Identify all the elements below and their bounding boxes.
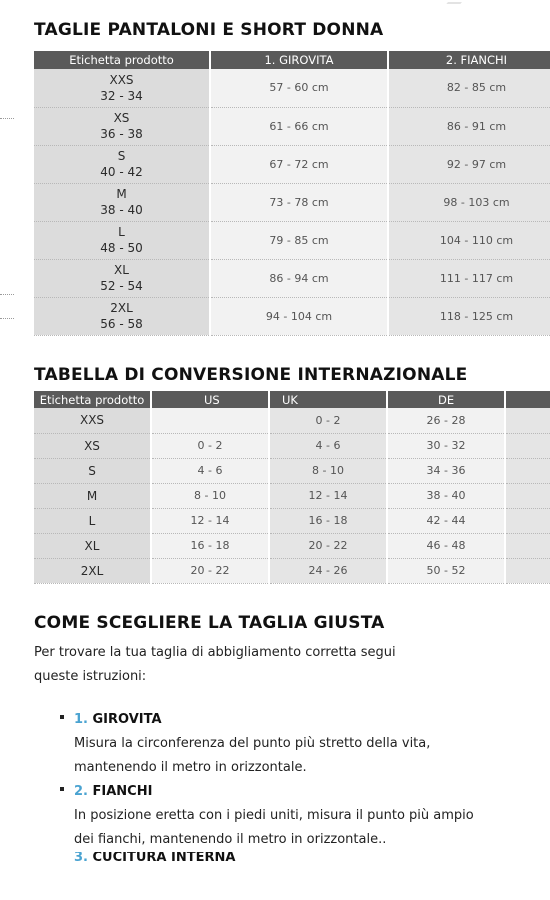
- step-number: 2.: [74, 784, 88, 799]
- us-value: 12 - 14: [151, 508, 269, 533]
- us-value: 20 - 22: [151, 558, 269, 583]
- conversion-table-header-row: [34, 391, 550, 408]
- decorative-dotted-line: [0, 294, 14, 295]
- waist-value: 94 - 104 cm: [210, 297, 388, 335]
- step-name: FIANCHI: [92, 784, 153, 799]
- us-value: 0 - 2: [151, 433, 269, 458]
- size-label: [34, 297, 210, 335]
- de-value: 42 - 44: [387, 508, 505, 533]
- step-name: CUCITURA INTERNA: [92, 852, 236, 862]
- table-row: [34, 408, 550, 433]
- size-table-header-row: [34, 51, 550, 69]
- hips-value: 111 - 117 cm: [388, 259, 550, 297]
- table-row: [34, 458, 550, 483]
- header-hips: 2. FIANCHI: [388, 51, 550, 69]
- table-row: [34, 145, 550, 183]
- step-item: [60, 852, 480, 862]
- table-row: [34, 558, 550, 583]
- table-row: [34, 69, 550, 107]
- uk-value: 8 - 10: [269, 458, 387, 483]
- waist-value: 73 - 78 cm: [210, 183, 388, 221]
- table-row: [34, 533, 550, 558]
- size-table: [34, 51, 550, 336]
- hips-value: 118 - 125 cm: [388, 297, 550, 335]
- conversion-table: [34, 391, 550, 584]
- table-row: [34, 433, 550, 458]
- size-label: XS: [34, 433, 151, 458]
- us-value: [151, 408, 269, 433]
- clipped-value: [505, 483, 550, 508]
- size-eu: 36 - 38: [100, 127, 143, 141]
- clipped-value: [505, 558, 550, 583]
- clipped-value: [505, 408, 550, 433]
- de-value: 26 - 28: [387, 408, 505, 433]
- decorative-corner-mark: [446, 0, 463, 4]
- table-row: [34, 297, 550, 335]
- waist-value: 79 - 85 cm: [210, 221, 388, 259]
- step-heading: [74, 852, 480, 862]
- bullet-icon: [60, 787, 64, 791]
- us-value: 8 - 10: [151, 483, 269, 508]
- bullet-icon: [60, 715, 64, 719]
- size-label: XL: [34, 533, 151, 558]
- step-heading: [74, 780, 480, 804]
- size-label: [34, 69, 210, 107]
- size-label: L: [34, 508, 151, 533]
- waist-value: 67 - 72 cm: [210, 145, 388, 183]
- header-product-label: Etichetta prodotto: [34, 51, 210, 69]
- step-number: 1.: [74, 712, 88, 727]
- guide-title: COME SCEGLIERE LA TAGLIA GIUSTA: [34, 613, 385, 633]
- table-row: [34, 183, 550, 221]
- size-code: XXS: [109, 72, 134, 87]
- de-value: 38 - 40: [387, 483, 505, 508]
- hips-value: 104 - 110 cm: [388, 221, 550, 259]
- size-table-title: TAGLIE PANTALONI E SHORT DONNA: [34, 20, 384, 40]
- size-eu: 40 - 42: [100, 165, 143, 179]
- clipped-value: [505, 533, 550, 558]
- size-label: [34, 183, 210, 221]
- conversion-table-title: TABELLA DI CONVERSIONE INTERNAZIONALE: [34, 365, 468, 385]
- size-code: XL: [114, 263, 129, 277]
- step-heading: [74, 708, 480, 732]
- size-code: L: [118, 225, 125, 239]
- decorative-dotted-line: [0, 118, 14, 119]
- guide-intro: Per trovare la tua taglia di abbigliamento corretta segui queste istruzioni:: [34, 645, 396, 684]
- table-row: [34, 259, 550, 297]
- step-item: [60, 708, 480, 780]
- step-item: [60, 780, 480, 852]
- table-row: [34, 483, 550, 508]
- step-description: Misura la circonferenza del punto più stretto della vita, mantenendo il metro in orizzontale.: [74, 736, 431, 775]
- size-label: [34, 221, 210, 259]
- size-label: S: [34, 458, 151, 483]
- de-value: 46 - 48: [387, 533, 505, 558]
- measurement-steps: [60, 708, 480, 862]
- size-label: XXS: [34, 408, 151, 433]
- uk-value: 0 - 2: [269, 408, 387, 433]
- hips-value: 86 - 91 cm: [388, 107, 550, 145]
- table-row: [34, 508, 550, 533]
- header-de: DE: [387, 391, 505, 408]
- step-number: 3.: [74, 852, 88, 862]
- size-label: M: [34, 483, 151, 508]
- hips-value: 98 - 103 cm: [388, 183, 550, 221]
- header-clipped-column: [505, 391, 550, 408]
- hips-value: 82 - 85 cm: [388, 69, 550, 107]
- size-label: [34, 259, 210, 297]
- size-eu: 48 - 50: [100, 241, 143, 255]
- waist-value: 61 - 66 cm: [210, 107, 388, 145]
- de-value: 30 - 32: [387, 433, 505, 458]
- decorative-dotted-line: [0, 318, 14, 319]
- hips-value: 92 - 97 cm: [388, 145, 550, 183]
- uk-value: 24 - 26: [269, 558, 387, 583]
- header-product-label: Etichetta prodotto: [34, 391, 151, 408]
- de-value: 50 - 52: [387, 558, 505, 583]
- size-label: [34, 145, 210, 183]
- clipped-value: [505, 433, 550, 458]
- header-uk: UK: [269, 391, 387, 408]
- waist-value: 86 - 94 cm: [210, 259, 388, 297]
- uk-value: 16 - 18: [269, 508, 387, 533]
- step-name: GIROVITA: [92, 712, 162, 727]
- uk-value: 12 - 14: [269, 483, 387, 508]
- size-label: 2XL: [34, 558, 151, 583]
- header-us: US: [151, 391, 269, 408]
- size-code: XS: [113, 111, 130, 125]
- us-value: 16 - 18: [151, 533, 269, 558]
- de-value: 34 - 36: [387, 458, 505, 483]
- table-row: [34, 221, 550, 259]
- size-eu: 32 - 34: [100, 88, 143, 103]
- us-value: 4 - 6: [151, 458, 269, 483]
- header-waist: 1. GIROVITA: [210, 51, 388, 69]
- size-eu: 38 - 40: [100, 203, 143, 217]
- waist-value: 57 - 60 cm: [210, 69, 388, 107]
- size-code: 2XL: [110, 301, 133, 315]
- size-label: [34, 107, 210, 145]
- size-code: S: [117, 149, 126, 163]
- table-row: [34, 107, 550, 145]
- clipped-value: [505, 508, 550, 533]
- size-eu: 52 - 54: [100, 279, 143, 293]
- size-code: M: [116, 187, 127, 201]
- uk-value: 20 - 22: [269, 533, 387, 558]
- clipped-value: [505, 458, 550, 483]
- uk-value: 4 - 6: [269, 433, 387, 458]
- size-eu: 56 - 58: [100, 317, 143, 331]
- step-description: In posizione eretta con i piedi uniti, misura il punto più ampio dei fianchi, mantenendo il metro in orizzontale..: [74, 808, 474, 847]
